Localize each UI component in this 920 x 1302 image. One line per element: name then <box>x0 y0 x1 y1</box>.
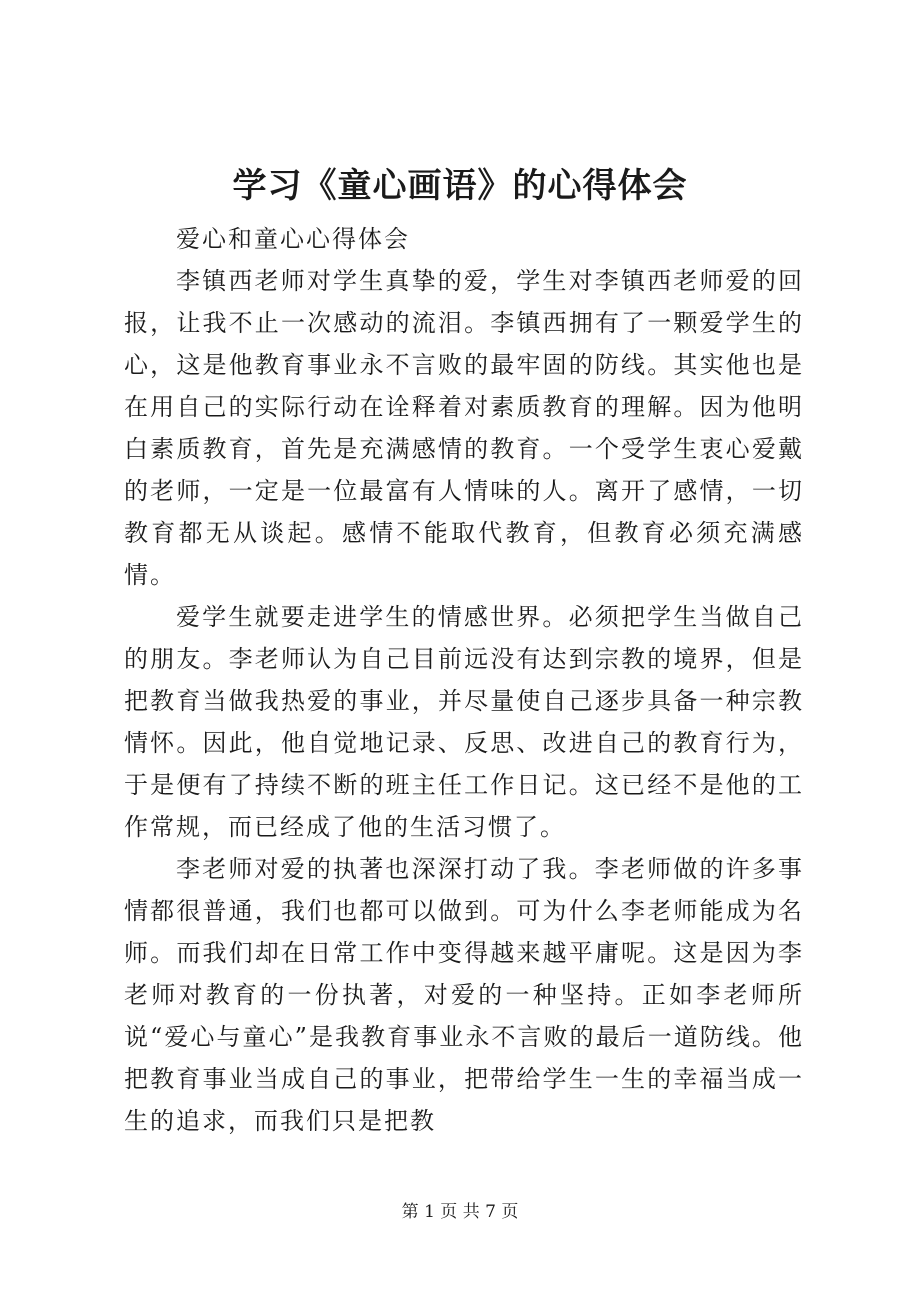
document-subtitle: 爱心和童心心得体会 <box>176 225 410 253</box>
document-title: 学习《童心画语》的心得体会 <box>232 166 688 206</box>
paragraph-3: 李老师对爱的执著也深深打动了我。李老师做的许多事情都很普通，我们也都可以做到。可为什么李老师能成为名师。而我们却在日常工作中变得越来越平庸呢。这是因为李老师对教育的一份执著，对爱的一种坚持。正如李老师所说“爱心与童心”是我教育事业永不言败的最后一道防线。他把教育事业当成自己的事业，把带给学生一生的幸福当成一生的追求，而我们只是把教 <box>124 855 804 1135</box>
paragraph-1: 李镇西老师对学生真挚的爱，学生对李镇西老师爱的回报，让我不止一次感动的流泪。李镇西拥有了一颗爱学生的心，这是他教育事业永不言败的最牢固的防线。其实他也是在用自己的实际行动在诠释着对素质教育的理解。因为他明白素质教育，首先是充满感情的教育。一个受学生衷心爱戴的老师，一定是一位最富有人情味的人。离开了感情，一切教育都无从谈起。感情不能取代教育，但教育必须充满感情。 <box>124 267 804 589</box>
paragraph-2: 爱学生就要走进学生的情感世界。必须把学生当做自己的朋友。李老师认为自己目前远没有达到宗教的境界，但是把教育当做我热爱的事业，并尽量使自己逐步具备一种宗教情怀。因此，他自觉地记录、反思、改进自己的教育行为，于是便有了持续不断的班主任工作日记。这已经不是他的工作常规，而已经成了他的生活习惯了。 <box>124 603 804 841</box>
page-number-footer: 第 1 页 共 7 页 <box>401 1202 519 1222</box>
document-body <box>124 218 804 1142</box>
